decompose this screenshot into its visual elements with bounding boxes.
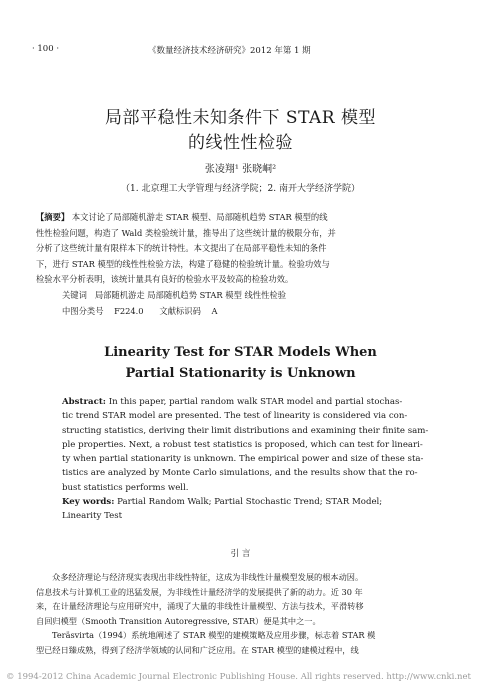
keywords-en-line2: Linearity Test bbox=[62, 511, 123, 522]
intro-line: 众多经济理论与经济现实表现出非线性特征，这成为非线性计量模型发展的根本动因。 bbox=[52, 572, 364, 582]
intro-line: 型已经日臻成熟，得到了经济学领域的认同和广泛应用。在 STAR 模型的建模过程中，线 bbox=[36, 644, 359, 655]
intro-body bbox=[36, 570, 375, 657]
abstract-en-line: tistics are analyzed by Monte Carlo simulations, and the results show that the ro- bbox=[62, 468, 418, 479]
abstract-en-label: Abstract: bbox=[62, 397, 106, 407]
abstract-cn-label: 【摘要】 bbox=[36, 212, 70, 222]
intro-line: 信息技术与计算机工业的迅猛发展，为非线性计量经济学的发展提供了新的动力。近 30 年 bbox=[36, 586, 363, 597]
keywords-cn bbox=[62, 289, 286, 301]
keywords-cn-text: 局部随机游走 局部随机趋势 STAR 模型 线性性检验 bbox=[94, 290, 287, 300]
section-heading-intro: 引 言 bbox=[230, 549, 251, 559]
affiliation: （1. 北京理工大学管理与经济学院；2. 南开大学经济学院） bbox=[121, 184, 360, 194]
keywords-cn-label: 关键词 bbox=[62, 290, 87, 300]
abstract-en-line: ty when partial stationarity is unknown. The empirical power and size of these sta- bbox=[62, 454, 424, 465]
intro-line: Teräsvirta（1994）系统地阐述了 STAR 模型的建模策略及应用步骤，标志着 STAR 模 bbox=[52, 630, 376, 640]
journal-header: 《数量经济技术经济研究》2012 年第 1 期 bbox=[148, 46, 311, 56]
doc-code: A bbox=[211, 306, 218, 316]
abstract-en bbox=[62, 395, 428, 524]
intro-line: 自回归模型（Smooth Transition Autoregressive, STAR）便是其中之一。 bbox=[36, 615, 321, 626]
abstract-en-line: ple properties. Next, a robust test statistics is proposed, which can test for lineari- bbox=[62, 439, 423, 450]
abstract-en-line: tic trend STAR model are presented. The test of linearity is considered via con- bbox=[62, 411, 408, 422]
abstract-cn-line: 检验水平分析表明，该统计量具有良好的检验水平及较高的检验功效。 bbox=[36, 274, 294, 284]
abstract-en-line: bust statistics performs well. bbox=[62, 482, 189, 493]
title-cn-line2: 的线性性检验 bbox=[188, 133, 293, 153]
doc-code-label: 文献标识码 bbox=[159, 306, 201, 316]
abstract-en-line: structing statistics, deriving their limit distributions and examining their finite sam- bbox=[62, 425, 429, 436]
abstract-cn-line: 分析了这些统计量有限样本下的统计特性。本文提出了在局部平稳性未知的条件 bbox=[36, 243, 327, 253]
title-en-line2: Partial Stationarity is Unknown bbox=[125, 366, 356, 381]
title-cn-line1: 局部平稳性未知条件下 STAR 模型 bbox=[105, 108, 376, 128]
page-number: · 100 · bbox=[32, 44, 60, 54]
clc-code: F224.0 bbox=[114, 306, 144, 316]
abstract-en-line: Abstract: In this paper, partial random walk STAR model and partial stochas- bbox=[62, 397, 403, 407]
authors: 张凌翔¹ 张晓峒² bbox=[204, 164, 277, 175]
abstract-cn-line: 【摘要】 本文讨论了局部随机游走 STAR 模型、局部随机趋势 STAR 模型的线 bbox=[36, 212, 328, 222]
intro-line: 来，在计量经济理论与应用研究中，涌现了大量的非线性计量模型、方法与技术，平滑转移 bbox=[36, 601, 364, 611]
keywords-en: Key words: Partial Random Walk; Partial Stochastic Trend; STAR Model; bbox=[62, 497, 383, 508]
abstract-cn bbox=[36, 210, 444, 288]
title-en-line1: Linearity Test for STAR Models When bbox=[104, 345, 377, 360]
abstract-cn-line: 性性检验问题，构造了 Wald 类检验统计量，推导出了这些统计量的极限分布，并 bbox=[36, 227, 336, 238]
abstract-cn-line: 下，进行 STAR 模型的线性性检验方法，构建了稳健的检验统计量。检验功效与 bbox=[36, 258, 330, 269]
keywords-en-label: Key words: bbox=[62, 497, 115, 508]
copyright-footer: © 1994-2012 China Academic Journal Electronic Publishing House. All rights reserved. http://www.cnki.net bbox=[6, 672, 471, 682]
clc-label: 中图分类号 bbox=[62, 306, 104, 316]
classification-line bbox=[62, 305, 217, 317]
